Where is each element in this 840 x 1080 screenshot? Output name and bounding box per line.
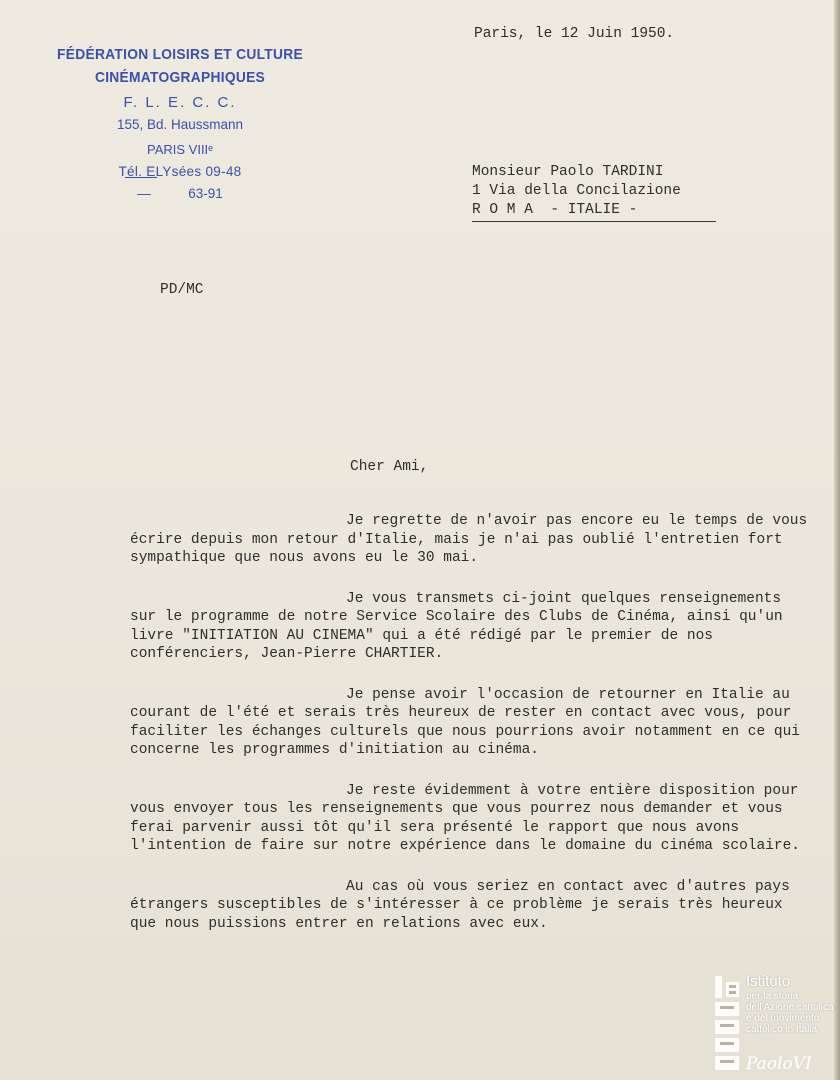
- letterhead-city: PARIS VIIIᵉ: [147, 142, 213, 157]
- letterhead-rule: [125, 177, 157, 178]
- watermark-title: Istituto: [746, 973, 791, 990]
- watermark-signature: PaoloVI: [746, 1054, 812, 1074]
- archive-watermark: [712, 974, 836, 1074]
- watermark-text: [746, 974, 834, 1035]
- body-paragraph: Je vous transmets ci-joint quelques renseignements sur le programme de notre Service Scolaire des Clubs de Cinéma, ainsi qu'un livre "INITIATION AU CINEMA" qui a été rédigé par le premier de nos conférenciers, Jean-Pierre CHARTIER.: [130, 590, 783, 662]
- recipient-line2: 1 Via della Concilazione: [472, 183, 681, 199]
- letterhead-org-line1: FÉDÉRATION LOISIRS ET CULTURE: [57, 46, 303, 63]
- letterhead-address: 155, Bd. Haussmann: [116, 117, 244, 132]
- watermark-line: cattolico in Italia: [746, 1024, 818, 1035]
- body-paragraph: Je reste évidemment à votre entière disposition pour vous envoyer tous les renseignements que vous pourrez nous demander et vous ferai parvenir aussi tôt qu'il sera présenté le rapport que nous avons l'intention de faire sur notre expérience dans le domaine du cinéma scolaire.: [130, 782, 801, 854]
- letterhead-abbreviation: F. L. E. C. C.: [123, 94, 237, 111]
- letterhead-phone-1: Tél. ELYsées 09-48: [118, 164, 242, 179]
- isacem-logo-icon: [712, 974, 742, 1072]
- watermark-line: per la storia: [746, 991, 799, 1002]
- body-paragraph: Au cas où vous seriez en contact avec d'autres pays étrangers susceptibles de s'intéresser à ce problème je serais très heureux que nous puissions entrer en relations avec eux.: [130, 878, 790, 932]
- letterhead: [40, 42, 320, 201]
- letterhead-phone-2: — 63-91: [137, 186, 223, 201]
- letterhead-org-line2: CINÉMATOGRAPHIQUES: [94, 69, 266, 86]
- recipient-address: [472, 163, 681, 220]
- body-paragraph: Je regrette de n'avoir pas encore eu le temps de vous écrire depuis mon retour d'Italie, mais je n'ai pas oublié l'entretien fort sympathique que nous avons eu le 30 mai.: [130, 513, 808, 566]
- salutation: Cher Ami,: [350, 459, 429, 475]
- recipient-line1: Monsieur Paolo TARDINI: [472, 164, 664, 180]
- letter-date: Paris, le 12 Juin 1950.: [474, 26, 675, 42]
- watermark-line: dell'Azione cattolica: [746, 1002, 834, 1013]
- letter-body: [130, 512, 810, 955]
- body-paragraph: Je pense avoir l'occasion de retourner en Italie au courant de l'été et serais très heureux de rester en contact avec vous, pour faciliter les échanges culturels que nous pourrions avoir notamment en ce qui concerne les programmes d'initiation au cinéma.: [130, 686, 801, 758]
- page-edge-shadow: [834, 0, 840, 1080]
- recipient-line3: R O M A - ITALIE -: [472, 202, 638, 218]
- reference-initials: PD/MC: [160, 282, 204, 298]
- recipient-underline: [472, 221, 716, 222]
- watermark-line: e del movimento: [746, 1013, 820, 1024]
